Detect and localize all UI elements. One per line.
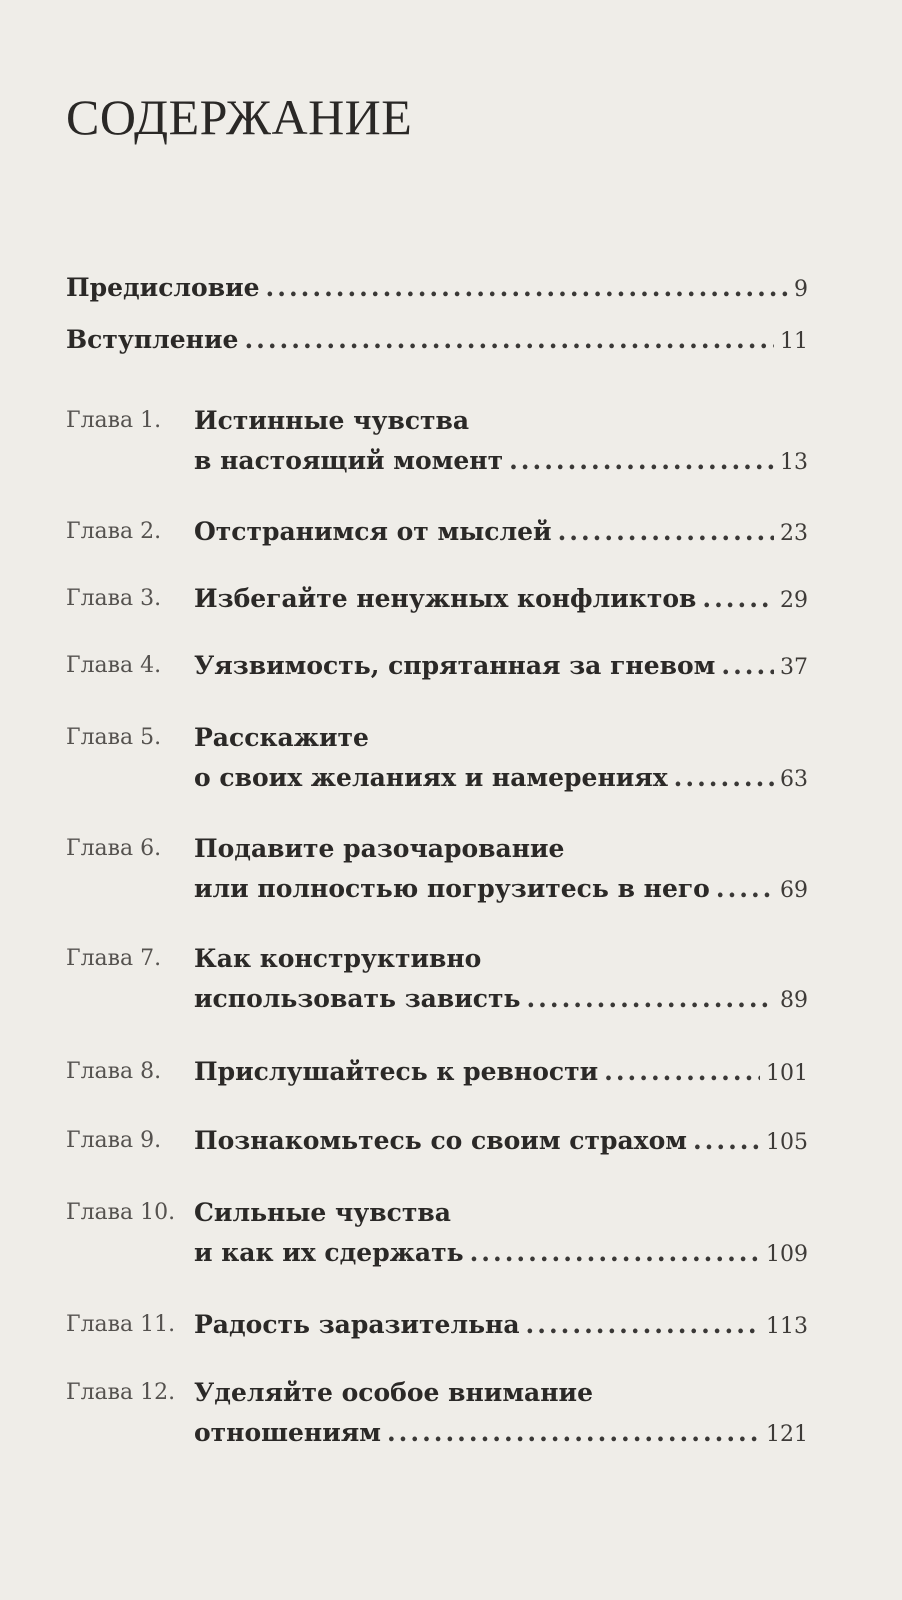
entry-title-continued: и как их сдержать	[194, 1238, 464, 1267]
leader-dots	[716, 869, 774, 909]
toc-line	[194, 829, 808, 869]
chapter-number: Глава 2.	[66, 519, 162, 544]
toc-line	[194, 1305, 808, 1345]
entry-title-continued: о своих желаниях и намерениях	[194, 763, 668, 792]
page-number: 29	[780, 588, 808, 613]
leader-dots	[558, 512, 774, 552]
leader-dots	[702, 579, 774, 619]
toc-line	[194, 758, 808, 798]
entry-title: Сильные чувства	[194, 1198, 451, 1227]
chapter-number: Глава 5.	[66, 725, 162, 750]
toc-line	[194, 512, 808, 552]
leader-dots	[674, 758, 774, 798]
toc-line	[194, 1052, 808, 1092]
toc-line	[66, 320, 808, 360]
entry-title: Предисловие	[66, 273, 260, 302]
page-number: 13	[780, 450, 808, 475]
leader-dots	[693, 1121, 760, 1161]
entry-title: Расскажите	[194, 723, 369, 752]
entry-title: Истинные чувства	[194, 406, 470, 435]
toc-line	[194, 1373, 808, 1413]
leader-dots	[387, 1413, 760, 1453]
page-number: 101	[766, 1061, 808, 1086]
toc-line	[194, 979, 808, 1019]
toc-line	[194, 441, 808, 481]
page-number: 23	[780, 521, 808, 546]
leader-dots	[244, 320, 774, 360]
chapter-number: Глава 4.	[66, 653, 162, 678]
page-number: 89	[780, 988, 808, 1013]
entry-title: Отстранимся от мыслей	[194, 517, 552, 546]
leader-dots	[604, 1052, 760, 1092]
page-number: 113	[766, 1314, 808, 1339]
leader-dots	[266, 268, 788, 308]
leader-dots	[470, 1233, 760, 1273]
toc-line	[194, 401, 808, 441]
entry-title-continued: отношениям	[194, 1418, 381, 1447]
toc-line	[194, 646, 808, 686]
toc-line	[194, 1413, 808, 1453]
page-number: 69	[780, 878, 808, 903]
entry-title: Уязвимость, спрятанная за гневом	[194, 651, 716, 680]
entry-title: Прислушайтесь к ревности	[194, 1057, 599, 1086]
entry-title-continued: использовать зависть	[194, 984, 521, 1013]
leader-dots	[509, 441, 774, 481]
leader-dots	[526, 1305, 760, 1345]
page-number: 11	[780, 329, 808, 354]
page-number: 109	[766, 1242, 808, 1267]
page-number: 63	[780, 767, 808, 792]
leader-dots	[721, 646, 774, 686]
entry-title: Вступление	[66, 325, 239, 354]
entry-title: Избегайте ненужных конфликтов	[194, 584, 697, 613]
toc-line	[194, 1233, 808, 1273]
entry-title: Познакомьтесь со своим страхом	[194, 1126, 687, 1155]
page-title: СОДЕРЖАНИЕ	[66, 89, 413, 145]
chapter-number: Глава 8.	[66, 1059, 162, 1084]
chapter-number: Глава 3.	[66, 586, 162, 611]
page-number: 121	[766, 1422, 808, 1447]
toc-line	[66, 268, 808, 308]
chapter-number: Глава 6.	[66, 836, 162, 861]
entry-title-continued: или полностью погрузитесь в него	[194, 874, 710, 903]
toc-line	[194, 1193, 808, 1233]
page-number: 37	[780, 655, 808, 680]
entry-title: Уделяйте особое внимание	[194, 1378, 593, 1407]
entry-title: Радость заразительна	[194, 1310, 520, 1339]
leader-dots	[526, 979, 774, 1019]
page-number: 9	[794, 277, 808, 302]
entry-title-continued: в настоящий момент	[194, 446, 504, 475]
toc-line	[194, 869, 808, 909]
toc-line	[194, 718, 808, 758]
chapter-number: Глава 11.	[66, 1312, 176, 1337]
chapter-number: Глава 10.	[66, 1200, 176, 1225]
toc-line	[194, 939, 808, 979]
chapter-number: Глава 1.	[66, 408, 162, 433]
toc-line	[194, 1121, 808, 1161]
entry-title: Подавите разочарование	[194, 834, 565, 863]
chapter-number: Глава 7.	[66, 946, 162, 971]
chapter-number: Глава 12.	[66, 1380, 176, 1405]
toc-line	[194, 579, 808, 619]
page-number: 105	[766, 1130, 808, 1155]
chapter-number: Глава 9.	[66, 1128, 162, 1153]
entry-title: Как конструктивно	[194, 944, 482, 973]
